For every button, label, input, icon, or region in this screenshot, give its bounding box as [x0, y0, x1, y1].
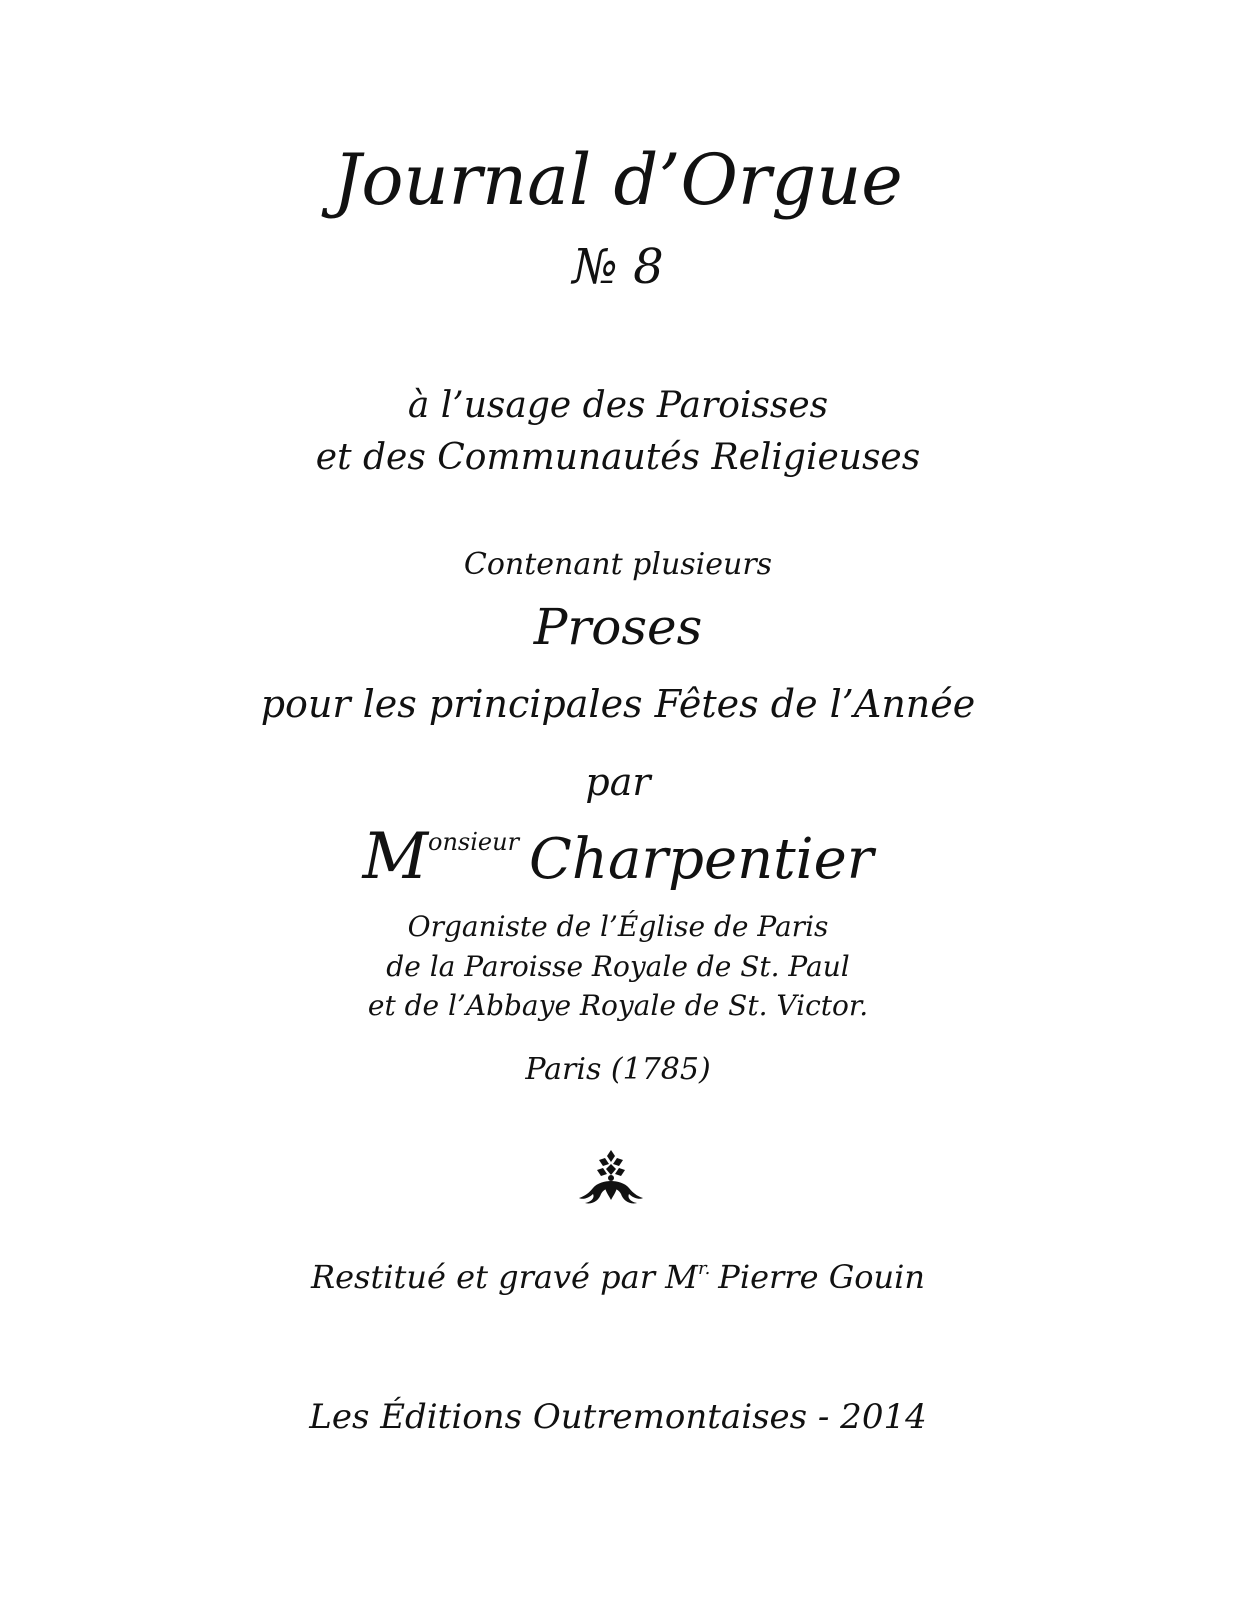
publisher-line: Les Éditions Outremontaises - 2014 [309, 1397, 927, 1437]
fleuron-icon [575, 1148, 647, 1206]
par-text: par [585, 760, 651, 804]
usage-line-1: à l’usage des Paroisses [407, 385, 829, 426]
organist-line-3: et de l’Abbaye Royale de St. Victor. [367, 989, 869, 1022]
organist-line-2: de la Paroisse Royale de St. Paul [386, 950, 850, 983]
place-date: Paris (1785) [525, 1052, 711, 1087]
engraver-prefix: Restitué et gravé par M [311, 1258, 698, 1296]
fetes-text: pour les principales Fêtes de l’Année [260, 682, 976, 726]
journal-title: Journal d’Orgue [333, 139, 903, 221]
usage-line-2: et des Communautés Religieuses [315, 437, 921, 478]
engraver-name: Pierre Gouin [718, 1258, 925, 1296]
contenant-text: Contenant plusieurs [463, 547, 773, 582]
organist-line-1: Organiste de l’Église de Paris [407, 910, 829, 943]
author-line [0, 820, 1236, 894]
engraver-title-sup: r. [697, 1258, 711, 1279]
author-name: Charpentier [529, 827, 874, 892]
author-title-initial: M [362, 820, 429, 894]
author-title-rest: onsieur [428, 828, 520, 856]
proses-heading: Proses [533, 598, 703, 656]
journal-number: № 8 [572, 239, 664, 295]
engraver-line [0, 1258, 1236, 1296]
